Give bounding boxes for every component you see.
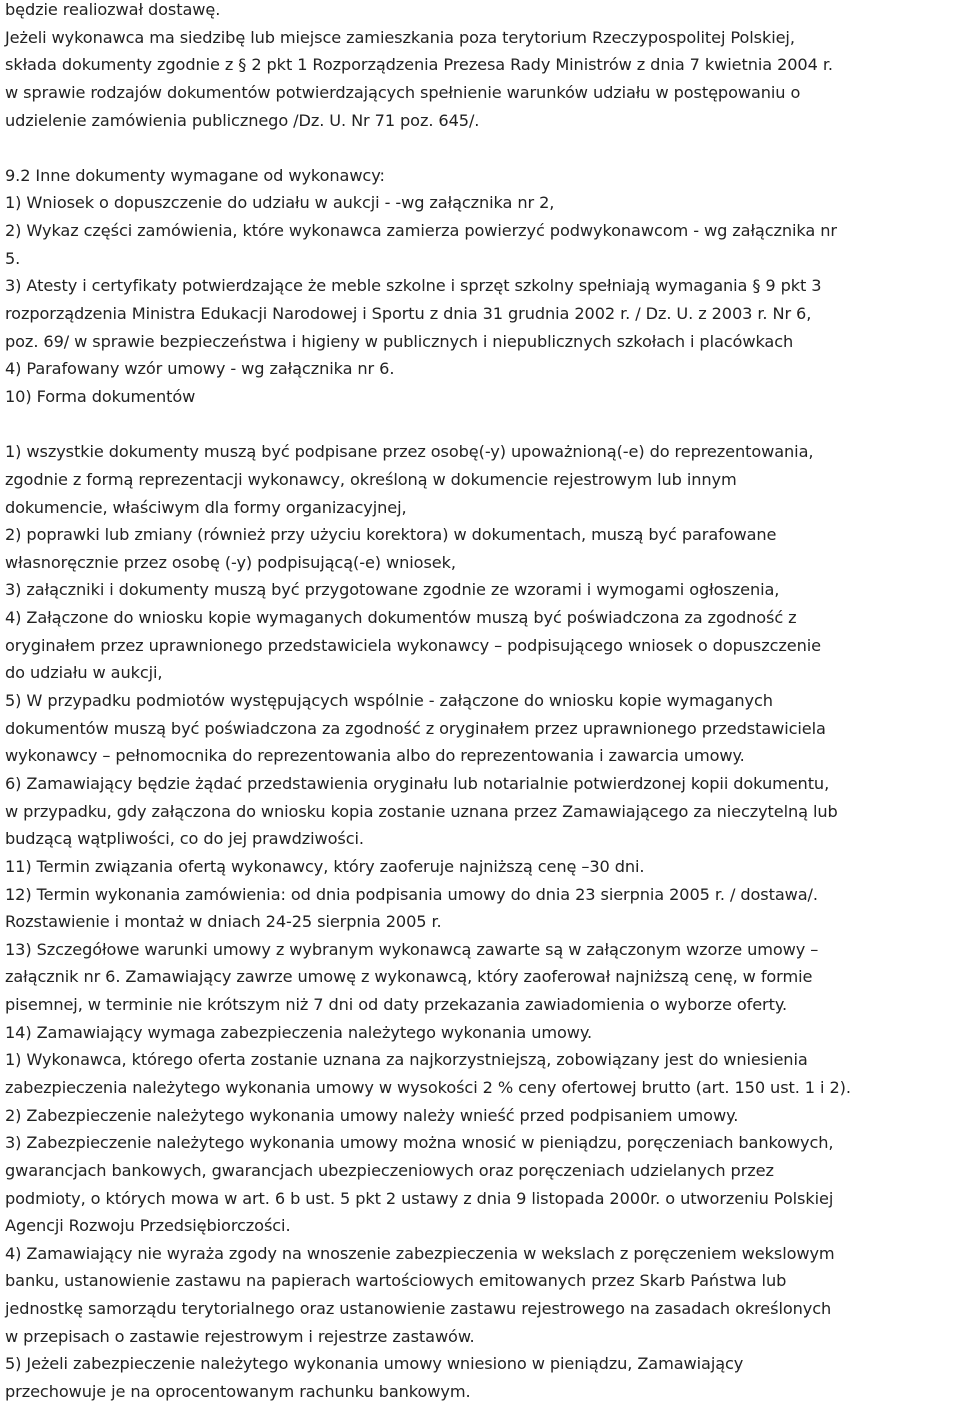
text-line: 3) Zabezpieczenie należytego wykonania umowy można wnosić w pieniądzu, poręczeniach bankowych, <box>5 1133 834 1153</box>
text-line: w sprawie rodzajów dokumentów potwierdzających spełnienie warunków udziału w postępowaniu o <box>5 82 801 102</box>
text-line: będzie realiozwał dostawę. <box>5 0 221 19</box>
text-line: dokumencie, właściwym dla formy organizacyjnej, <box>5 497 407 517</box>
text-line: udzielenie zamówienia publicznego /Dz. U. Nr 71 poz. 645/. <box>5 110 480 130</box>
text-line: 2) poprawki lub zmiany (również przy użyciu korektora) w dokumentach, muszą być parafowane <box>5 525 777 545</box>
text-line: 5. <box>5 248 21 268</box>
text-line: 3) Atesty i certyfikaty potwierdzające że meble szkolne i sprzęt szkolny spełniają wymagania § 9 pkt 3 <box>5 276 822 296</box>
text-line: Agencji Rozwoju Przedsiębiorczości. <box>5 1216 291 1236</box>
text-line: dokumentów muszą być poświadczona za zgodność z oryginałem przez uprawnionego przedstawiciela <box>5 718 826 738</box>
text-line: 3) załączniki i dokumenty muszą być przygotowane zgodnie ze wzorami i wymogami ogłoszenia, <box>5 580 780 600</box>
text-line: 13) Szczegółowe warunki umowy z wybranym wykonawcą zawarte są w załączonym wzorze umowy – <box>5 939 819 959</box>
text-line: składa dokumenty zgodnie z § 2 pkt 1 Rozporządzenia Prezesa Rady Ministrów z dnia 7 kwietnia 2004 r. <box>5 55 833 75</box>
text-line: 5) W przypadku podmiotów występujących wspólnie - załączone do wniosku kopie wymaganych <box>5 691 773 711</box>
text-line: 6) Zamawiający będzie żądać przedstawienia oryginału lub notarialnie potwierdzonej kopii dokumentu, <box>5 773 830 793</box>
text-line: 12) Termin wykonania zamówienia: od dnia podpisania umowy do dnia 23 sierpnia 2005 r. / dostawa/. <box>5 884 818 904</box>
blank-line <box>5 411 957 439</box>
text-line: 4) Zamawiający nie wyraża zgody na wnoszenie zabezpieczenia w wekslach z poręczeniem wekslowym <box>5 1243 835 1263</box>
blank-line <box>5 134 957 162</box>
text-line: zgodnie z formą reprezentacji wykonawcy, określoną w dokumencie rejestrowym lub innym <box>5 469 737 489</box>
text-line: 1) Wniosek o dopuszczenie do udziału w aukcji - -wg załącznika nr 2, <box>5 193 555 213</box>
text-line: 1) wszystkie dokumenty muszą być podpisane przez osobę(-y) upoważnioną(-e) do reprezentowania, <box>5 442 814 462</box>
text-line: jednostkę samorządu terytorialnego oraz ustanowienie zastawu rejestrowego na zasadach określonych <box>5 1299 832 1319</box>
text-line: 1) Wykonawca, którego oferta zostanie uznana za najkorzystniejszą, zobowiązany jest do wniesienia <box>5 1050 808 1070</box>
text-line: załącznik nr 6. Zamawiający zawrze umowę z wykonawcą, który zaoferował najniższą cenę, w formie <box>5 967 813 987</box>
text-line: banku, ustanowienie zastawu na papierach wartościowych emitowanych przez Skarb Państwa lub <box>5 1271 787 1291</box>
text-line: 14) Zamawiający wymaga zabezpieczenia należytego wykonania umowy. <box>5 1022 593 1042</box>
text-line: własnoręcznie przez osobę (-y) podpisującą(-e) wniosek, <box>5 552 456 572</box>
text-line: 4) Parafowany wzór umowy - wg załącznika nr 6. <box>5 359 395 379</box>
text-line: oryginałem przez uprawnionego przedstawiciela wykonawcy – podpisującego wniosek o dopuszczenie <box>5 635 821 655</box>
document-body <box>5 0 957 1406</box>
text-line: podmioty, o których mowa w art. 6 b ust. 5 pkt 2 ustawy z dnia 9 listopada 2000r. o utworzeniu Polskiej <box>5 1188 834 1208</box>
text-line: 2) Wykaz części zamówienia, które wykonawca zamierza powierzyć podwykonawcom - wg załącznika nr <box>5 221 837 241</box>
text-line: 2) Zabezpieczenie należytego wykonania umowy należy wnieść przed podpisaniem umowy. <box>5 1105 739 1125</box>
text-line: rozporządzenia Ministra Edukacji Narodowej i Sportu z dnia 31 grudnia 2002 r. / Dz. U. z 2003 r. Nr 6, <box>5 304 812 324</box>
text-line: 9.2 Inne dokumenty wymagane od wykonawcy: <box>5 165 385 185</box>
text-line: zabezpieczenia należytego wykonania umowy w wysokości 2 % ceny ofertowej brutto (art. 150 ust. 1 i 2). <box>5 1077 851 1097</box>
text-line: poz. 69/ w sprawie bezpieczeństwa i higieny w publicznych i niepublicznych szkołach i placówkach <box>5 331 794 351</box>
text-line: gwarancjach bankowych, gwarancjach ubezpieczeniowych oraz poręczeniach udzielanych przez <box>5 1160 774 1180</box>
text-line: 10) Forma dokumentów <box>5 386 196 406</box>
text-line: w przypadku, gdy załączona do wniosku kopia zostanie uznana przez Zamawiającego za nieczytelną lub <box>5 801 838 821</box>
text-line: Jeżeli wykonawca ma siedzibę lub miejsce zamieszkania poza terytorium Rzeczypospolitej Polskiej, <box>5 27 795 47</box>
text-line: 4) Załączone do wniosku kopie wymaganych dokumentów muszą być poświadczona za zgodność z <box>5 608 797 628</box>
text-line: budzącą wątpliwości, co do jej prawdziwości. <box>5 829 364 849</box>
text-line: pisemnej, w terminie nie krótszym niż 7 dni od daty przekazania zawiadomienia o wyborze oferty. <box>5 995 788 1015</box>
text-line: 11) Termin związania ofertą wykonawcy, który zaoferuje najniższą cenę –30 dni. <box>5 856 645 876</box>
text-line: do udziału w aukcji, <box>5 663 163 683</box>
text-line: 5) Jeżeli zabezpieczenie należytego wykonania umowy wniesiono w pieniądzu, Zamawiający <box>5 1354 744 1374</box>
text-line: przechowuje je na oprocentowanym rachunku bankowym. <box>5 1382 471 1402</box>
text-line: wykonawcy – pełnomocnika do reprezentowania albo do reprezentowania i zawarcia umowy. <box>5 746 745 766</box>
text-line: w przepisach o zastawie rejestrowym i rejestrze zastawów. <box>5 1326 475 1346</box>
text-line: Rozstawienie i montaż w dniach 24-25 sierpnia 2005 r. <box>5 912 442 932</box>
